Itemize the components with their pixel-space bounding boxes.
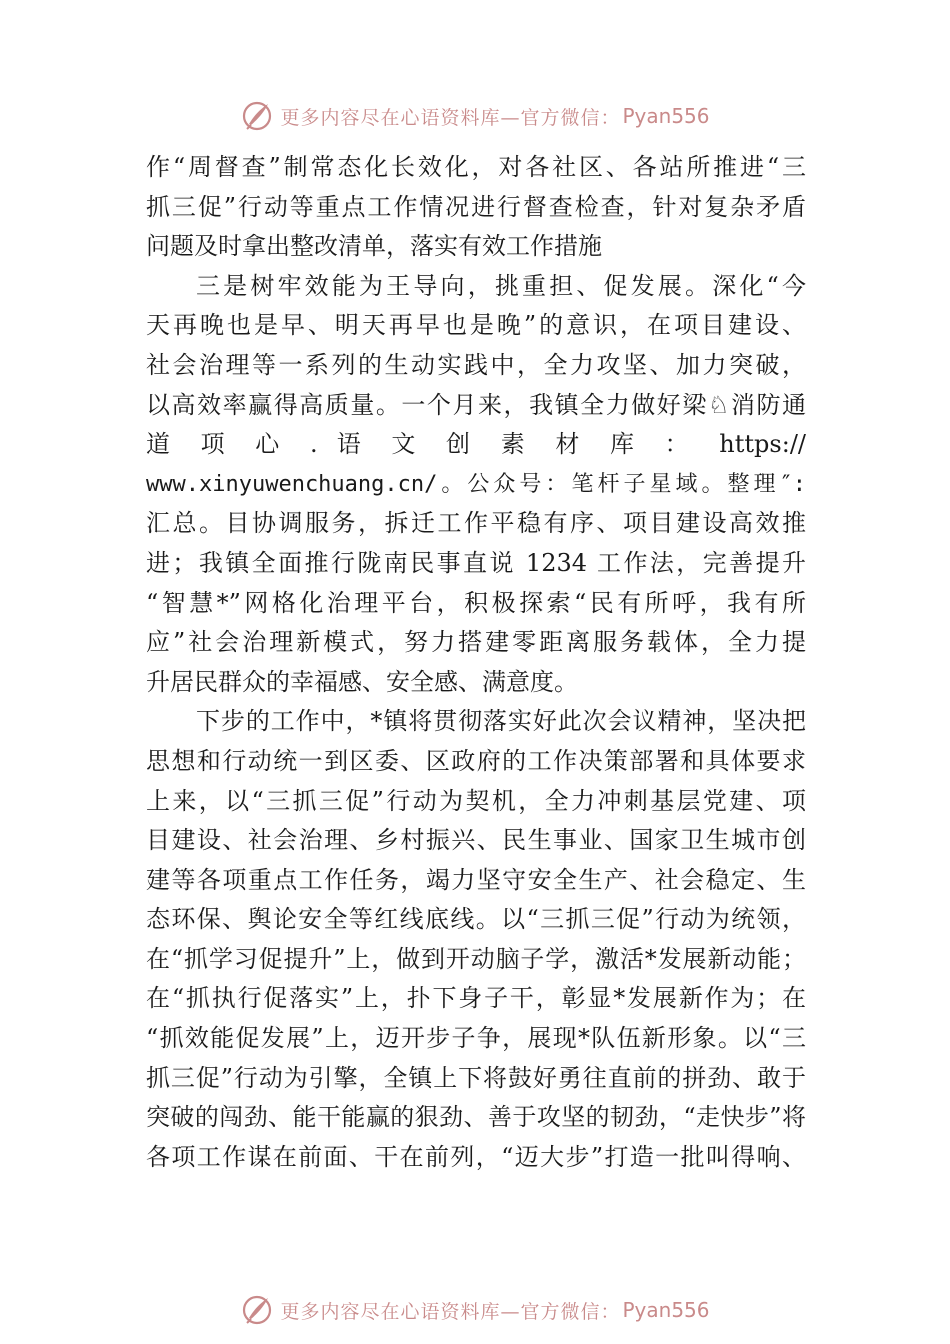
text-line: 上来，以“三抓三促”行动为契机，全力冲刺基层党建、项 (146, 786, 806, 815)
footer-watermark (0, 1290, 950, 1330)
text-line: 建等各项重点工作任务，竭力坚守安全生产、社会稳定、生 (146, 865, 806, 894)
text-line-watermark: 道 项 心 . 语 文 创 素 材 库 ： https:// (146, 430, 806, 459)
header-watermark-text: 更多内容尽在心语资料库—官方微信： (280, 106, 621, 129)
text-line: 汇总。目协调服务，拆迁工作平稳有序、项目建设高效推 (146, 509, 806, 538)
text-line-url: www.xinyuwenchuang.cn/。公众号：笔杆子星域。整理″: (146, 471, 806, 497)
document-body (146, 148, 806, 1177)
text-line: 突破的闯劲、能干能赢的狠劲、善于攻坚的韧劲，“走快步”将 (146, 1103, 806, 1132)
text-line: 作“周督查”制常态化长效化，对各社区、各站所推进“三 (146, 153, 806, 181)
text-line: 应”社会治理新模式，努力搭建零距离服务载体，全力提 (146, 628, 806, 657)
quill-logo-icon (240, 1293, 274, 1327)
quill-logo-icon (240, 99, 274, 133)
header-watermark (0, 96, 950, 136)
text-line: 态环保、舆论安全等红线底线。以“三抓三促”行动为统领， (146, 905, 806, 934)
footer-watermark-account: Pyan556 (622, 1298, 710, 1322)
text-line: 目建设、社会治理、乡村振兴、民生事业、国家卫生城市创 (146, 826, 806, 855)
paragraph-start-line: 下步的工作中，*镇将贯彻落实好此次会议精神，坚决把 (196, 707, 806, 736)
text-line: 以高效率赢得高质量。一个月来，我镇全力做好梁♘消防通 (146, 390, 806, 419)
text-line: 在“抓执行促落实”上，扑下身子干，彰显*发展新作为；在 (146, 984, 806, 1013)
text-line: 升居民群众的幸福感、安全感、满意度。 (146, 667, 578, 696)
text-line: 社会治理等一系列的生动实践中，全力攻坚、加力突破， (146, 350, 806, 379)
text-line: 抓三促”行动为引擎，全镇上下将鼓好勇往直前的拼劲、敢于 (146, 1063, 806, 1092)
text-line: 各项工作谋在前面、干在前列，“迈大步”打造一批叫得响、 (146, 1142, 806, 1171)
text-line: 进；我镇全面推行陇南民事直说 1234 工作法，完善提升 (146, 548, 806, 577)
text-line: “智慧*”网格化治理平台，积极探索“民有所呼，我有所 (146, 588, 806, 617)
footer-watermark-text: 更多内容尽在心语资料库—官方微信： (280, 1300, 621, 1323)
text-line: 抓三促”行动等重点工作情况进行督查检查，针对复杂矛盾 (146, 192, 806, 221)
text-line: 在“抓学习促提升”上，做到开动脑子学，激活*发展新动能； (146, 944, 806, 973)
text-line: 思想和行动统一到区委、区政府的工作决策部署和具体要求 (146, 746, 806, 775)
paragraph-start-line: 三是树牢效能为王导向，挑重担、促发展。深化“今 (196, 271, 806, 300)
text-line: 问题及时拿出整改清单，落实有效工作措施 (146, 232, 602, 261)
header-watermark-account: Pyan556 (622, 104, 710, 128)
text-line: “抓效能促发展”上，迈开步子争，展现*队伍新形象。以“三 (146, 1024, 806, 1053)
text-line: 天再晚也是早、明天再早也是晚”的意识，在项目建设、 (146, 311, 806, 340)
